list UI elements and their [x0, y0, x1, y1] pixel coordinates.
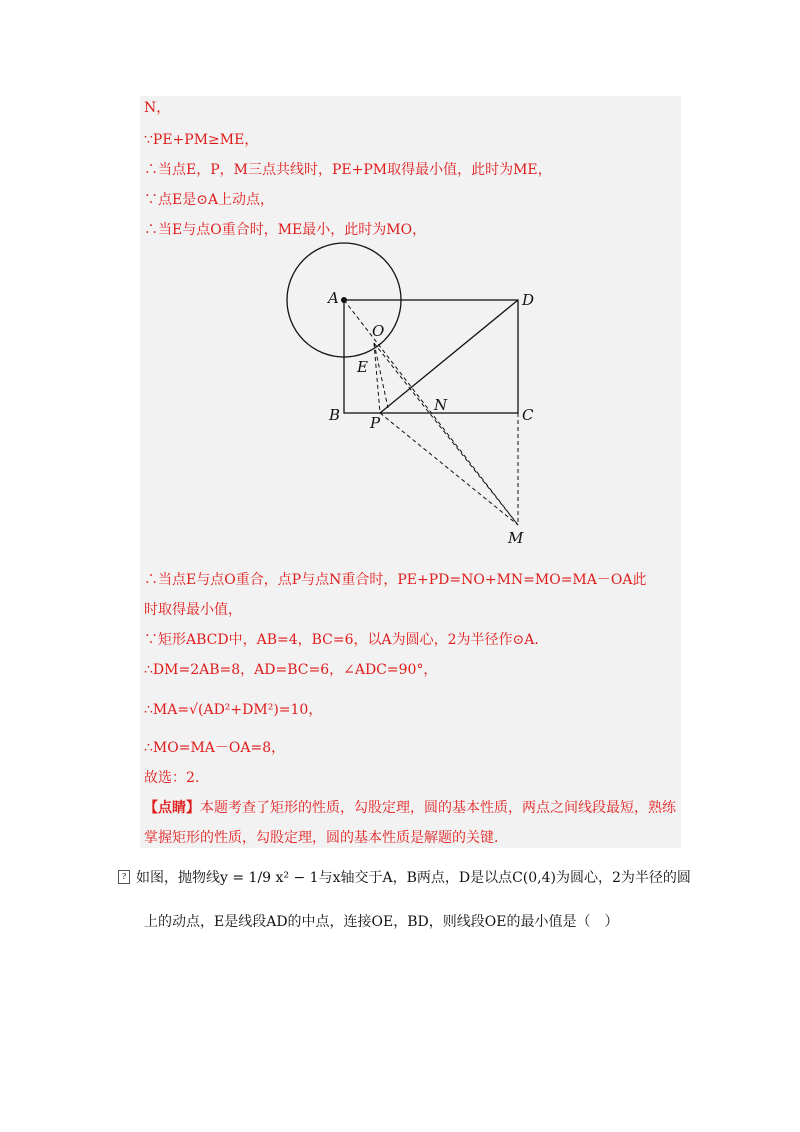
comment-text-1: 本题考查了矩形的性质，勾股定理，圆的基本性质，两点之间线段最短，熟练 [200, 800, 676, 816]
label-b: B [329, 406, 341, 424]
label-c: C [522, 406, 534, 424]
label-p: P [370, 414, 381, 432]
comment-line-2: 掌握矩形的性质，勾股定理，圆的基本性质是解题的关键. [144, 830, 499, 846]
segment-pd [380, 300, 518, 413]
solution-line-5: ∴当E与点O重合时，ME最小，此时为MO， [144, 222, 427, 238]
point-a-dot [341, 297, 347, 303]
label-n: N [434, 396, 448, 414]
label-m: M [508, 529, 524, 547]
solution-line-9: ∴DM=2AB=8，AD=BC=6，∠ADC=90°， [144, 662, 438, 678]
label-o: O [372, 322, 385, 340]
solution-line-8: ∵矩形ABCD中，AB=4，BC=6，以A为圆心，2为半径作⊙A. [144, 632, 539, 648]
rectangle-abcd [344, 300, 518, 413]
solution-line-10: ∴MA=√(AD²+DM²)=10， [144, 702, 323, 718]
solution-line-6: ∴当点E与点O重合，点P与点N重合时，PE+PD=NO+MN=MO=MA－OA此 [144, 572, 647, 588]
solution-line-12: 故选：2. [144, 770, 200, 786]
comment-tag: 【点睛】 [144, 800, 200, 816]
question-line-2: 上的动点，E是线段AD的中点，连接OE，BD，则线段OE的最小值是（ ） [144, 914, 619, 930]
comment-line-1 [144, 798, 676, 818]
solution-line-4: ∵点E是⊙A上动点， [144, 192, 275, 208]
label-d: D [522, 291, 535, 309]
question-number-glyph: ? [118, 870, 130, 884]
solution-line-7: 时取得最小值， [144, 602, 242, 618]
label-a: A [328, 289, 339, 307]
label-e: E [357, 358, 368, 376]
solution-line-1: N， [144, 100, 171, 116]
solution-line-11: ∴MO=MA－OA=8， [144, 740, 286, 756]
solution-line-2: ∵PE+PM≥ME， [144, 132, 259, 148]
question-line-1: 如图，抛物线y = 1/9 x² − 1与x轴交于A，B两点，D是以点C(0,4)为圆心，2为半径的圆 [136, 870, 691, 886]
solution-line-3: ∴当点E，P，M三点共线时，PE+PM取得最小值，此时为ME， [144, 162, 552, 178]
